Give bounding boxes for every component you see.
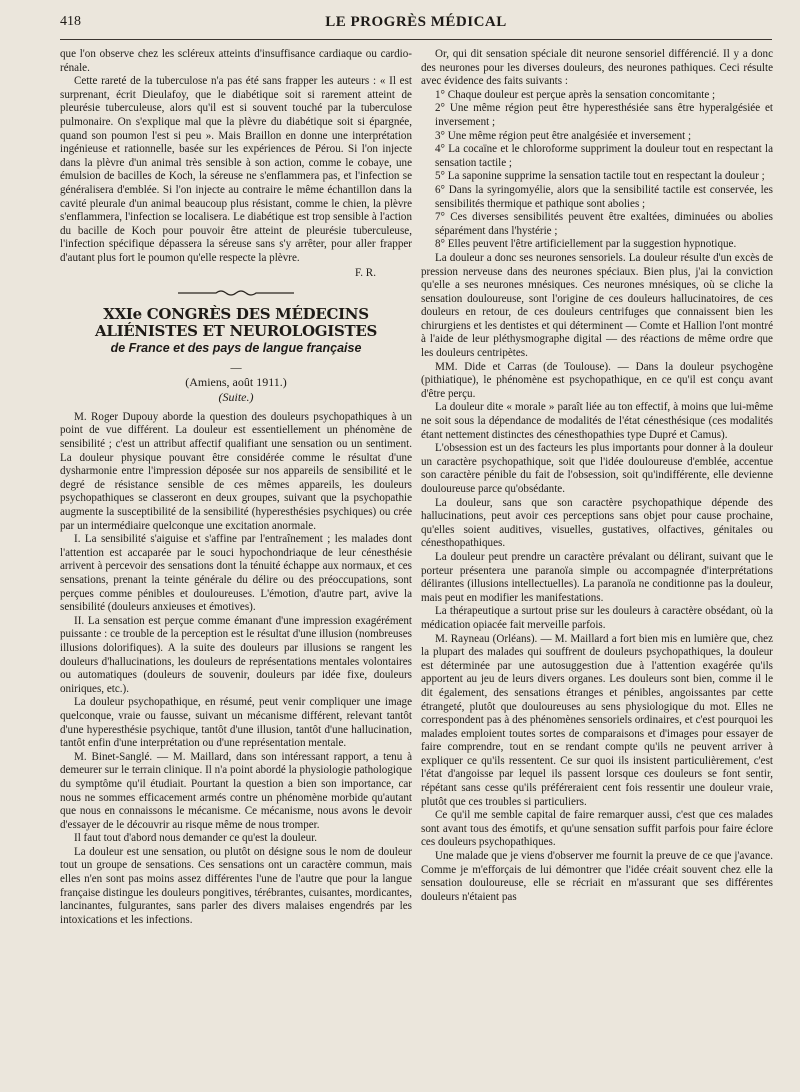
paragraph: La douleur, sans que son caractère psychopathique dépende des hallucinations, peut avoir ces perceptions sans objet pour cause prochaine, qu'elles soient auditives, visuelles, gustatives, olfactives, génitales ou cénesthopathiques.	[421, 496, 773, 550]
paragraph: I. La sensibilité s'aiguise et s'affine par l'entraînement ; les malades dont l'attention est accaparée par le souci hypochondriaque de leur cénesthésie arrivent à percevoir des sensations dont la ténuité échappe aux normaux, et ces sensations, prenant la teinte générale du délire ou des préoccupations, sont perçues comme pénibles et douloureuses. L'émotion, d'autre part, avive la sensibilité (douleurs anxieuses et émotives).	[60, 533, 412, 614]
list-item: 6° Dans la syringomyélie, alors que la sensibilité tactile est conservée, les sensibilités thermique et pathique sont abolies ;	[435, 183, 773, 210]
page-number: 418	[60, 14, 81, 29]
congress-suite: (Suite.)	[218, 390, 254, 405]
right-column	[421, 48, 773, 1083]
paragraph: II. La sensation est perçue comme émanant d'une impression exagérément puissante : ce trouble de la perception est le résultat d'une illusion (nombreuses illusions dolorifiques). A la suite des douleurs par illusions se rangent les douleurs d'hallucinations, les douleurs de représentations mentales volontaires ou automatiques (douleurs de souvenir, douleurs par idée fixe, douleurs oniriques, etc.).	[60, 614, 412, 695]
left-column	[60, 48, 412, 1083]
section-ornament	[60, 288, 412, 298]
paragraph: que l'on observe chez les scléreux atteints d'insuffisance cardiaque ou cardio-rénale.	[60, 48, 412, 74]
paragraph: Cette rareté de la tuberculose n'a pas été sans frapper les auteurs : « Il est surprenant, écrit Dieulafoy, que le diabétique soit si rarement atteint de pleurésie tuberculeuse, alors qu'il est si souvent touché par la tuberculose pulmonaire. On s'explique mal que la plèvre du diabétique soit si épargnée, quand son poumon l'est si peu ». Mais Braillon en donne une interprétation ingénieuse et rationnelle, basée sur les expériences de Pérou. Si l'on injecte dans la plèvre d'un animal très sensible à son action, comme le cobaye, une émulsion de bacilles de Koch, la séreuse ne s'enflammera pas, et l'infection se généralisera d'emblée. Si l'on injecte au contraire le même échantillon dans la cavité pleurale d'un animal beaucoup plus résistant, comme le chien, la plèvre s'enflammera, l'infection se localisera. Le diabétique est trop sensible à l'action du bacille de Koch pour pouvoir être atteint de pleurésie tuberculeuse, l'infection spécifique dépassera la séreuse sans s'y arrêter, pour aller frapper d'autant plus fort le poumon qu'elle respecte la plèvre.	[60, 75, 412, 264]
journal-title: LE PROGRÈS MÉDICAL	[325, 14, 507, 30]
paragraph: M. Rayneau (Orléans). — M. Maillard a fort bien mis en lumière que, chez la plupart des malades qui souffrent de douleurs psychopathiques, la douleur est déterminée par une autosuggestion due à l'attention exagérée qu'ils apportent au jeu de leurs divers organes. Les douleurs sont bien, comme il le dit également, des sensations étranges et pénibles, angoissantes par cette étrangeté, plutôt que douloureuses au sens physiologique du mot. Elles ne correspondent pas à des phénomènes sensoriels ordinaires, et c'est pourquoi les malades emploient toutes sortes de comparaisons et d'images pour essayer de faire comprendre, tout en se rendant compte qu'ils ne peuvent arriver à expliquer ce qu'ils ressentent. Ce sur quoi ils insistent particulièrement, c'est l'état d'angoisse par lequel ils passent lorsque ces douleurs se font sentir, répétant sans cesse qu'ils préféreraient cent fois ressentir une douleur vraie, plutôt que ces troubles si particuliers.	[421, 632, 773, 808]
paragraph: M. Binet-Sanglé. — M. Maillard, dans son intéressant rapport, a tenu à demeurer sur le terrain clinique. Il n'a point abordé la physiologie pathologique du symptôme qu'il étudiait. Pourtant la question a bien son importance, car nous ne sommes efficacement armés contre un phénomène morbide qu'autant que nous en connaissons le mécanisme. Ce mécanisme, nous avons le devoir d'essayer de le découvrir au risque même de nous tromper.	[60, 750, 412, 831]
list-item: 4° La cocaïne et le chloroforme suppriment la douleur tout en respectant la sensation tactile ;	[435, 143, 773, 169]
paragraph: MM. Dide et Carras (de Toulouse). — Dans la douleur psychogène (pithiatique), le phénomène est psychopathique, en ce qu'il est conçu avant d'être perçu.	[421, 360, 773, 400]
page-header	[60, 14, 772, 36]
congress-date: (Amiens, août 1911.)	[185, 374, 287, 389]
paragraph: Or, qui dit sensation spéciale dit neurone sensoriel différencié. Il y a donc des neurones pour les diverses douleurs, des neurones pathiques. Ceci résulte avec évidence des faits suivants :	[421, 48, 773, 88]
list-item: 3° Une même région peut être analgésiée et inversement ;	[435, 129, 692, 142]
paragraph: La douleur peut prendre un caractère prévalant ou délirant, suivant que le porteur présentera une paranoïa simple ou accompagnée d'interprétations délirantes (illusions intellectuelles). La paranoïa ne conditionne pas la douleur, mais peut en modifier les manifestations.	[421, 550, 773, 604]
list-item: 5° La saponine supprime la sensation tactile tout en respectant la douleur ;	[435, 170, 765, 183]
paragraph: La douleur est une sensation, ou plutôt on désigne sous le nom de douleur tout un groupe de sensations. Ces sensations ont un caractère commun, mais elles n'en sont pas moins assez différentes l'une de l'autre que pour la langue française distingue les douleurs pongitives, térébrantes, cuisantes, mordicantes, lancinantes, fulgurantes, sans parler des divers malaises engendrés par les intoxications et les infections.	[60, 845, 412, 926]
header-rule	[60, 39, 772, 40]
list-item: 1° Chaque douleur est perçue après la sensation concomitante ;	[435, 88, 716, 101]
paragraph: Il faut tout d'abord nous demander ce qu'est la douleur.	[74, 832, 318, 845]
congress-dash: —	[230, 361, 242, 374]
paragraph: La douleur psychopathique, en résumé, peut venir compliquer une image quelconque, vraie ou fausse, suivant un mécanisme différent, relevant tantôt d'une hyperesthésie psychique, tantôt d'une illusion, tantôt d'une hallucination, tantôt enfin d'une interprétation ou d'une représentation mentale.	[60, 696, 412, 750]
congress-subtitle: de France et des pays de langue française	[110, 341, 362, 356]
paragraph: M. Roger Dupouy aborde la question des douleurs psychopathiques à un point de vue différent. La douleur est essentiellement un phénomène de sensibilité ; c'est un attribut affectif qualifiant une sensation ou un sentiment. La douleur physique pouvant être considérée comme le résultat d'une dysharmonie entre l'impression déposée sur nos appareils de sensibilité et le degré de résistance sensible de ces mêmes appareils, les douleurs psychopathiques se classeront en deux groupes, suivant que la psychopathie augmente la susceptibilité de la sensibilité (hyperesthésies psychiques) ou crée par un intermédiaire quelconque une excitation anormale.	[60, 410, 412, 532]
paragraph: Une malade que je viens d'observer me fournit la preuve de ce que j'avance. Comme je m'efforçais de lui démontrer que l'idée créait souvent chez elle la sensation douloureuse, elle se récriait en m'assurant que ses différentes douleurs n'étaient pas	[421, 850, 773, 903]
list-item: 7° Ces diverses sensibilités peuvent être exaltées, diminuées ou abolies séparément dans l'hystérie ;	[435, 211, 773, 237]
paragraph: La douleur dite « morale » paraît liée au ton effectif, à moins que lui-même ne soit sous la dépendance de modalités de l'état cénesthésique (ces modalités étant nettement distinctes des cénesthopathies type Dupré et Camus).	[421, 401, 773, 441]
list-item: 8° Elles peuvent l'être artificiellement par la suggestion hypnotique.	[435, 238, 737, 251]
author-signature: F. R.	[354, 266, 376, 279]
congress-title: XXIe CONGRÈS DES MÉDECINS ALIÉNISTES ET NEUROLOGISTES	[94, 305, 378, 341]
list-item: 2° Une même région peut être hyperesthésiée sans être hyperalgésiée et inversement ;	[435, 102, 773, 128]
paragraph: Ce qu'il me semble capital de faire remarquer aussi, c'est que ces malades sont avant tous des émotifs, et qu'une sensation suffit parfois pour faire éclore ces douleurs psychopathiques.	[421, 809, 773, 849]
paragraph: La thérapeutique a surtout prise sur les douleurs à caractère obsédant, où la médication opiacée fait merveille parfois.	[421, 605, 773, 631]
paragraph: La douleur a donc ses neurones sensoriels. La douleur résulte d'un excès de pression nerveuse dans des neurones spéciaux. Bien plus, j'ai la conviction qu'elle a ses neurones mnésiques. Ces neurones mnésiques, où se cliche la sensation douloureuse, sont l'origine de ces douleurs hallucinatoires, de ces douleurs en retour, de ces douleurs centrifuges que connaissent bien les chirurgiens et les dentistes et qui déterminent — Comte et Hallion l'ont montré à l'aide de leur pléthysmographe digital — des réactions de même ordre que les douleurs centripètes.	[421, 251, 773, 360]
paragraph: L'obsession est un des facteurs les plus importants pour donner à la douleur un caractère psychopathique, soit que l'idée douloureuse d'emblée, accentue son caractère pénible du fait de l'obsession, soit qu'indifférente, elle devienne douloureuse parce qu'obsédante.	[421, 442, 773, 495]
